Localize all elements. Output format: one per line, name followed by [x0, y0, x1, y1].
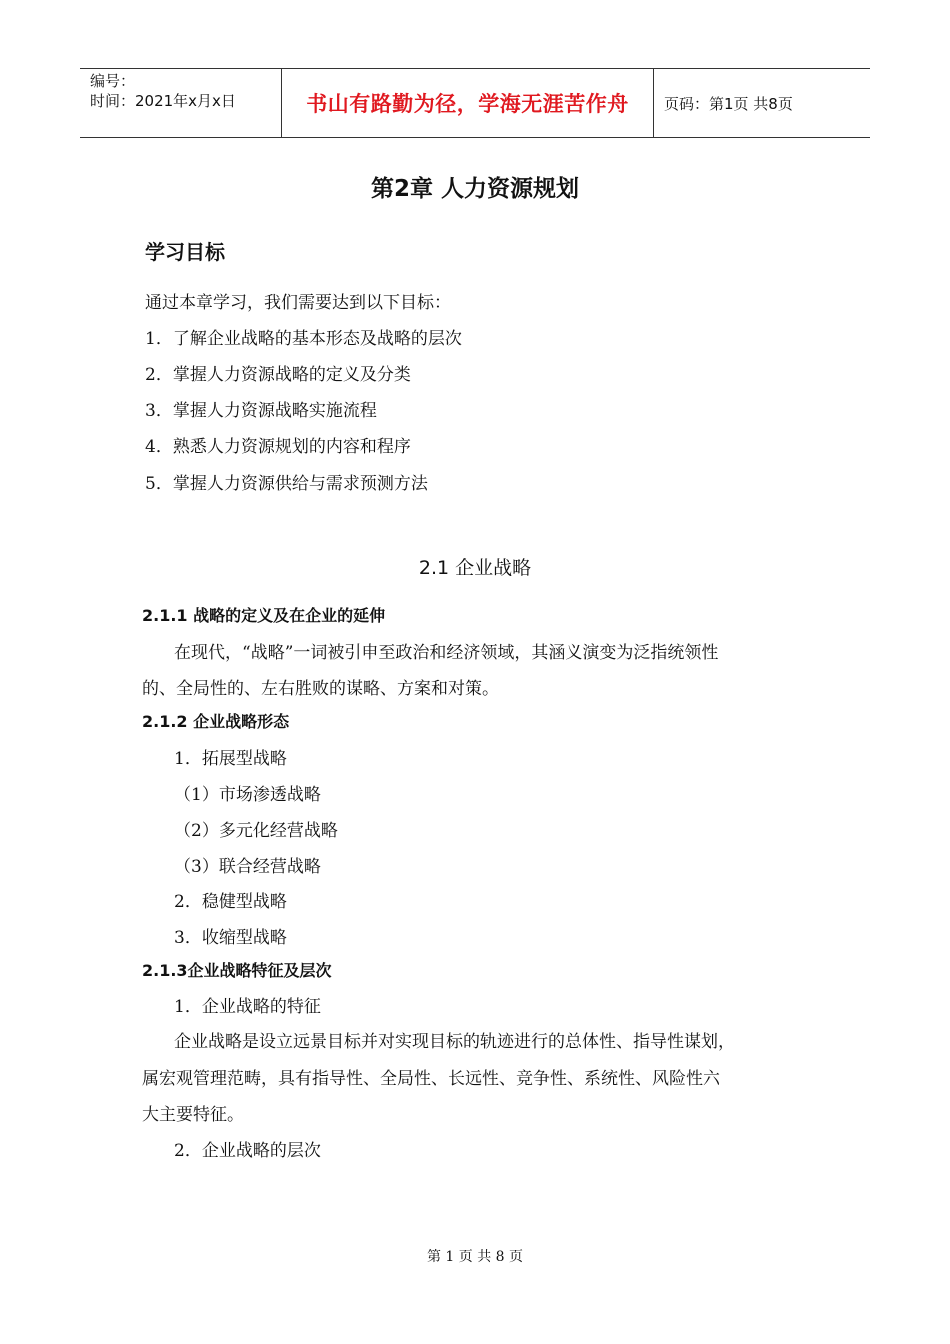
document-header-table [80, 68, 870, 138]
document-time-label: 时间：2021年x月x日 [90, 92, 236, 110]
objective-item: 2．掌握人力资源战略的定义及分类 [145, 365, 411, 385]
section-title: 2.1 企业战略 [418, 557, 532, 579]
objectives-intro: 通过本章学习，我们需要达到以下目标： [145, 293, 451, 313]
paragraph-line: 大主要特征。 [142, 1105, 244, 1125]
chapter-title: 第2章 人力资源规划 [370, 176, 579, 202]
objective-item: 1．了解企业战略的基本形态及战略的层次 [145, 329, 462, 349]
subsection-heading-2-1-1: 2.1.1 战略的定义及在企业的延伸 [142, 606, 386, 625]
subsection-heading-2-1-3: 2.1.3企业战略特征及层次 [142, 961, 332, 980]
paragraph-line: 属宏观管理范畴，具有指导性、全局性、长远性、竞争性、系统性、风险性六 [142, 1069, 720, 1089]
objective-item: 4．熟悉人力资源规划的内容和程序 [145, 437, 411, 457]
levels-item: 2．企业战略的层次 [174, 1141, 321, 1161]
paragraph-line: 在现代，“战略”一词被引申至政治和经济领域，其涵义演变为泛指统领性 [174, 643, 719, 663]
strategy-item: （1）市场渗透战略 [174, 785, 321, 805]
paragraph-line: 的、全局性的、左右胜败的谋略、方案和对策。 [142, 679, 499, 699]
feature-item: 1．企业战略的特征 [174, 997, 321, 1017]
paragraph-line: 企业战略是设立远景目标并对实现目标的轨迹进行的总体性、指导性谋划， [174, 1032, 735, 1052]
strategy-item: 1．拓展型战略 [174, 749, 287, 769]
objectives-heading: 学习目标 [145, 240, 225, 264]
strategy-item: （2）多元化经营战略 [174, 821, 338, 841]
strategy-item: 2．稳健型战略 [174, 892, 287, 912]
strategy-item: 3．收缩型战略 [174, 928, 287, 948]
header-info-cell [80, 69, 282, 137]
strategy-item: （3）联合经营战略 [174, 857, 321, 877]
header-motto: 书山有路勤为径，学海无涯苦作舟 [282, 69, 654, 137]
objective-item: 3．掌握人力资源战略实施流程 [145, 401, 377, 421]
document-number-label: 编号： [90, 72, 136, 90]
page-footer: 第 1 页 共 8 页 [426, 1249, 524, 1265]
header-page-code: 页码：第1页 共8页 [664, 94, 793, 113]
subsection-heading-2-1-2: 2.1.2 企业战略形态 [142, 712, 290, 731]
objective-item: 5．掌握人力资源供给与需求预测方法 [145, 474, 428, 494]
